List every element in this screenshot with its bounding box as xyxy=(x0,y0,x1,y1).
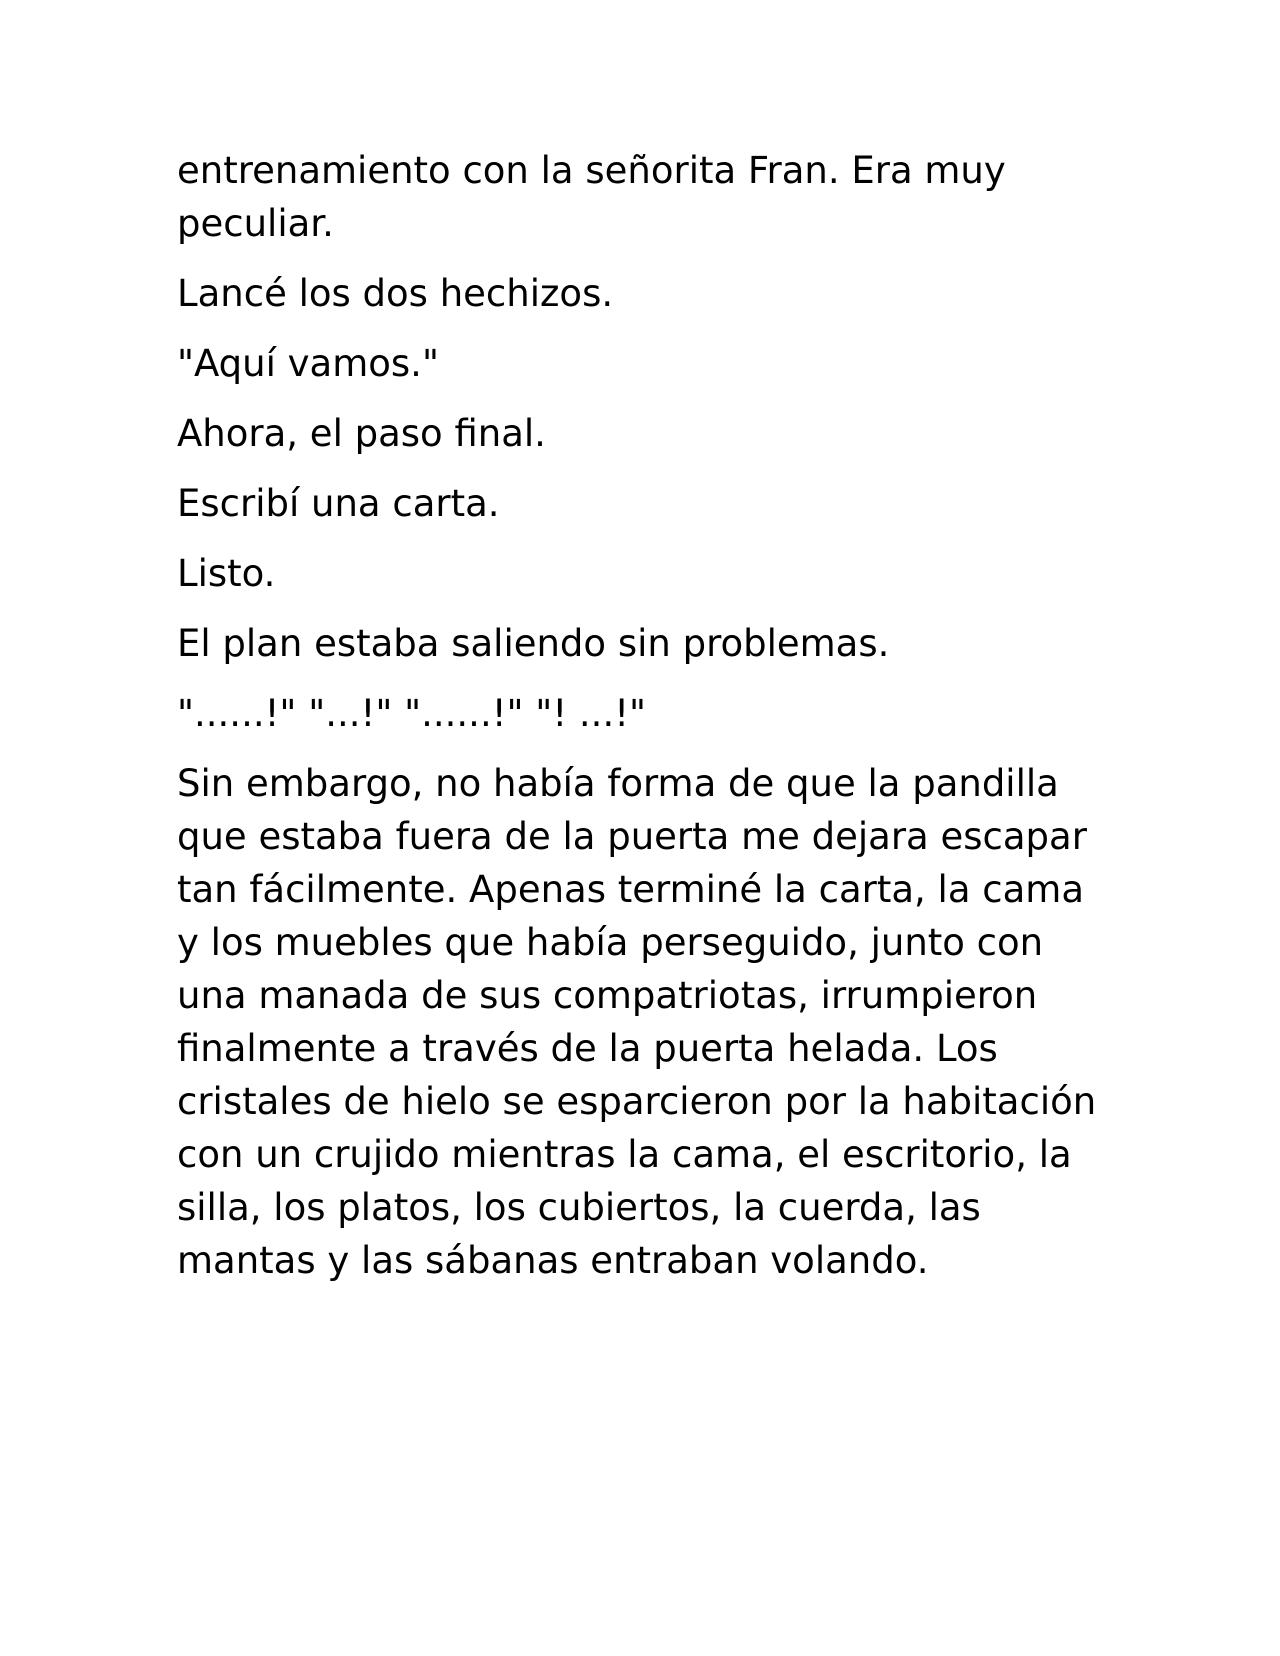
paragraph-7: El plan estaba saliendo sin problemas. xyxy=(177,622,890,665)
paragraph-4: Ahora, el paso final. xyxy=(177,412,546,455)
paragraph-1: entrenamiento con la señorita Fran. Era muy peculiar. xyxy=(177,149,1006,245)
paragraph-3: "Aquí vamos." xyxy=(177,342,439,385)
paragraph-5: Escribí una carta. xyxy=(177,482,500,525)
paragraph-8: "......!" "...!" "......!" "! ...!" xyxy=(177,692,647,735)
paragraph-9: Sin embargo, no había forma de que la pandilla que estaba fuera de la puerta me dejara escapar tan fácilmente. Apenas terminé la carta, la cama y los muebles que había perseguido, junto con una manada de sus compatriotas, irrumpieron finalmente a través de la puerta helada. Los cristales de hielo se esparcieron por la habitación con un crujido mientras la cama, el escritorio, la silla, los platos, los cubiertos, la cuerda, las mantas y las sábanas entraban volando. xyxy=(177,762,1097,1282)
paragraph-2: Lancé los dos hechizos. xyxy=(177,272,614,315)
paragraph-6: Listo. xyxy=(177,552,276,595)
body-text xyxy=(177,144,1117,1287)
